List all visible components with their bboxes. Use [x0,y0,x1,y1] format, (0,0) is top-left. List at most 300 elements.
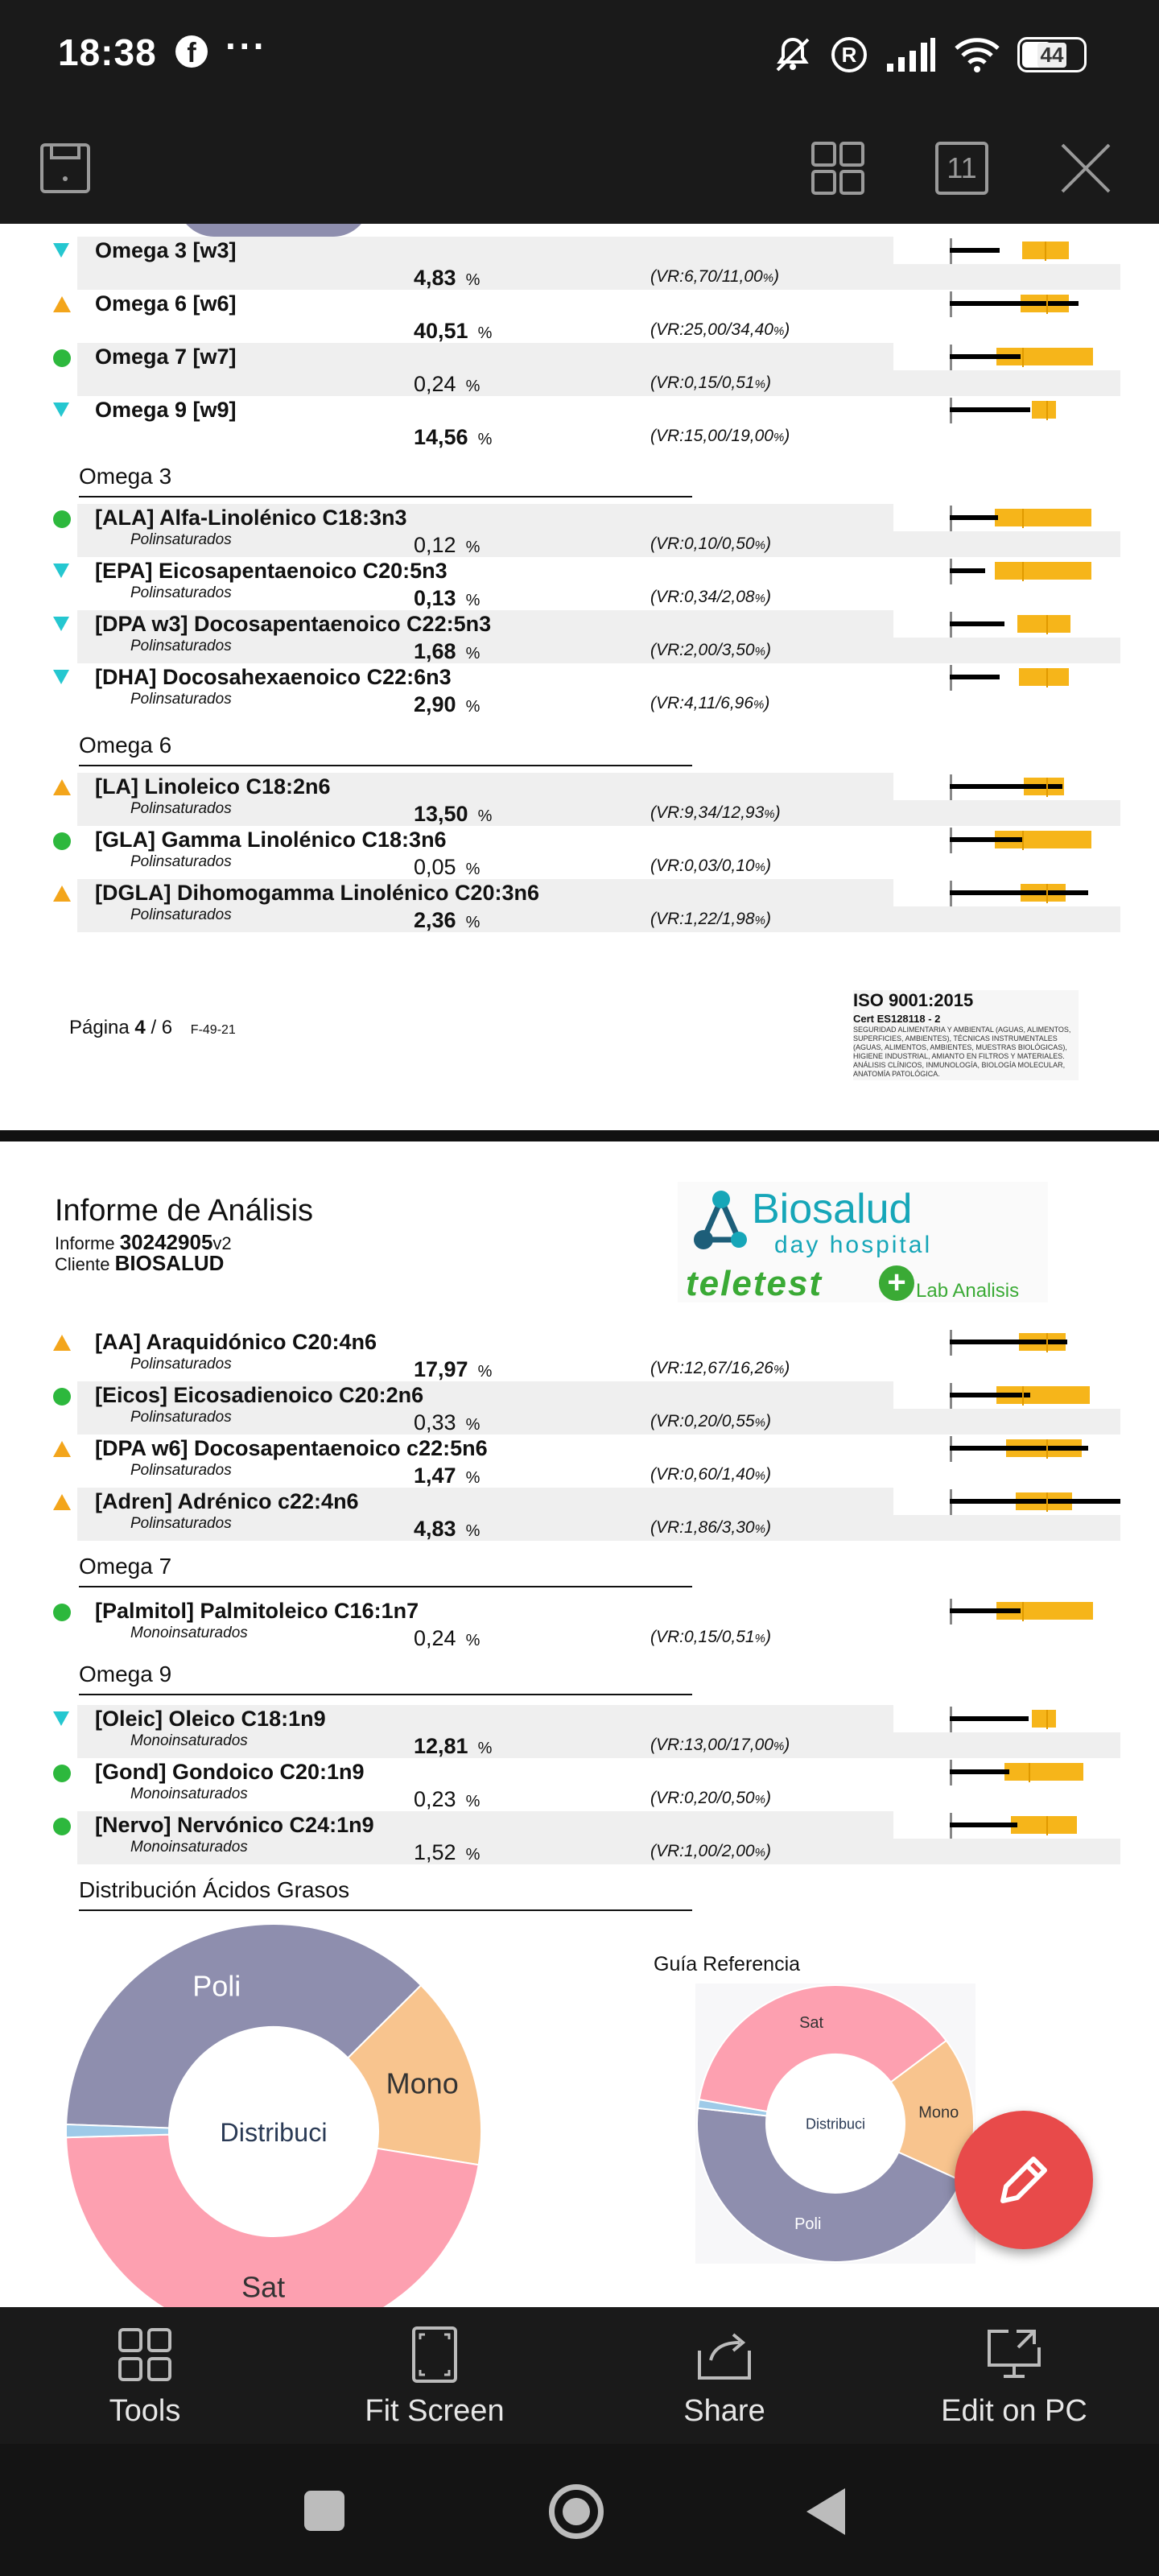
reference-range: (VR:15,00/19,00%) [650,427,790,445]
status-icons [773,31,1087,79]
facebook-icon: f [175,35,208,68]
value-tick [1046,884,1048,903]
value-unit: % [465,645,481,663]
reference-range: (VR:0,10/0,50%) [650,535,771,553]
page-separator [0,1130,1159,1141]
reference-range: (VR:6,70/11,00%) [650,267,780,286]
reference-range: (VR:0,20/0,55%) [650,1412,771,1430]
save-icon[interactable] [31,134,100,203]
pie-remnant [177,224,370,237]
reference-range-text: (VR:0,15/0,51 [650,1628,755,1646]
reference-range-text: (VR:25,00/34,40 [650,320,773,339]
logo-lab: Lab Analisis [916,1280,1020,1302]
report-title: Informe de Análisis [55,1194,314,1228]
value-line [950,1716,1029,1721]
edit-fab-button[interactable] [955,2111,1093,2249]
result-row [77,826,1120,879]
document-viewer[interactable] [0,224,1159,2307]
analyte-value [414,586,480,611]
reference-range: (VR:9,34/12,93%) [650,803,781,822]
analyte-category: Monoinsaturados [130,1785,248,1802]
analyte-category: Polinsaturados [130,1515,232,1532]
value-unit: % [477,807,493,825]
result-row [77,1328,1120,1381]
reference-range: (VR:4,11/6,96%) [650,694,770,712]
value-number: 0,23 [414,1787,456,1811]
logo-brand: Biosalud [752,1186,913,1232]
analyte-name: [AA] Araquidónico C20:4n6 [95,1330,377,1354]
result-row [77,290,1120,343]
status-ok-icon [53,1388,71,1406]
grid-view-icon[interactable] [803,134,872,203]
reference-range: (VR:1,86/3,30%) [650,1518,771,1537]
result-row [77,610,1120,663]
value-number: 12,81 [414,1734,468,1758]
reference-range: (VR:0,34/2,08%) [650,588,771,606]
result-row [77,1705,1120,1758]
client-line [55,1251,224,1276]
iso-scope: SEGURIDAD ALIMENTARIA Y AMBIENTAL (AGUAS, ALIMENTOS, SUPERFICIES, AMBIENTES), TÉCNICAS INSTRUMENTALES (AGUAS, ALIMENTOS, AMBIENTES, MUESTRAS BIOLÓGICAS), HIGIENE INDUSTRIAL, AMIANTO EN FILTROS Y MATERIALES. ANÁLISIS CLÍNICOS, INMUNOLOGÍA, BIOLOGÍA MOLECULAR, ANATOMÍA PATOLÓGICA. [853,1026,1071,1078]
reference-range: (VR:1,22/1,98%) [650,910,771,928]
row-shade [77,906,1120,932]
range-bar [950,394,1120,427]
section-divider [79,765,692,766]
slice-label-poli: Poli [794,2215,822,2234]
slice-label-sat: Sat [799,2014,824,2033]
status-ok-icon [53,1765,71,1782]
value-unit: % [465,861,481,878]
value-unit: % [465,1793,481,1810]
analyte-value [414,266,480,291]
report-version: v2 [212,1233,232,1253]
iso-title: ISO 9001:2015 [853,990,974,1010]
value-tick [1046,668,1048,687]
reference-range-text: (VR:0,60/1,40 [650,1465,755,1484]
row-shade [77,800,1120,826]
value-tick [1022,562,1024,581]
analyte-value [414,319,492,344]
analyte-name: [Eicos] Eicosadienoico C20:2n6 [95,1383,424,1407]
value-number: 0,24 [414,372,456,396]
reference-band [1011,1816,1077,1834]
reference-range: (VR:0,15/0,51%) [650,1628,771,1646]
mute-bell-icon [773,35,813,75]
reference-range: (VR:13,00/17,00%) [650,1736,790,1754]
result-row [77,1488,1120,1541]
range-bar [950,1433,1120,1465]
analyte-name: [Adren] Adrénico c22:4n6 [95,1489,359,1513]
section-divider [79,1909,692,1911]
value-line [950,1499,1120,1504]
low-value-icon [53,243,69,258]
low-value-icon [53,564,69,578]
analyte-value [414,1517,480,1542]
value-unit: % [465,1469,481,1487]
value-number: 2,36 [414,908,456,932]
analyte-value [414,1626,480,1651]
analyte-name: [Palmitol] Palmitoleico C16:1n7 [95,1599,419,1623]
reference-range-text: (VR:0,03/0,10 [650,857,755,875]
range-bar [950,662,1120,694]
reference-range-text: (VR:4,11/6,96 [650,694,754,712]
range-bar [950,1327,1120,1359]
value-unit: % [477,324,493,342]
value-line [950,784,1062,789]
value-tick [1029,1763,1030,1782]
low-value-icon [53,670,69,684]
reference-band [995,562,1091,580]
reference-range-text: (VR:0,10/0,50 [650,535,755,553]
page-count: 11 [947,151,977,184]
analyte-value [414,639,480,664]
result-row [77,1381,1120,1435]
warning-icon [53,296,71,312]
molecule-icon [689,1188,753,1261]
value-unit: % [465,378,481,395]
value-line [950,515,998,520]
result-row [77,663,1120,716]
reference-range: (VR:0,15/0,51%) [650,374,771,392]
range-bar [950,771,1120,803]
analyte-name: Omega 3 [w3] [95,238,237,262]
analyte-category: Polinsaturados [130,1462,232,1479]
status-ok-icon [53,510,71,528]
bottom-action-bar [0,2307,1159,2444]
value-tick [1045,242,1046,261]
section-divider [79,1694,692,1695]
monitor-icon [984,2326,1044,2383]
value-tick [1022,348,1024,367]
fit-screen-icon [410,2325,459,2384]
report-label: Informe [55,1233,115,1253]
range-bar [950,1380,1120,1412]
low-value-icon [53,402,69,417]
analyte-value [414,1463,480,1488]
analyte-category: Polinsaturados [130,853,232,870]
value-number: 4,83 [414,1517,456,1541]
analyte-category: Monoinsaturados [130,1732,248,1749]
warning-icon [53,1335,71,1351]
result-row [77,879,1120,932]
analyte-value [414,855,480,880]
analyte-name: [Nervo] Nervónico C24:1n9 [95,1813,374,1837]
value-line [950,1340,1067,1344]
value-tick [1022,1602,1024,1621]
reference-range-text: (VR:6,70/11,00 [650,267,763,286]
status-ok-icon [53,349,71,367]
result-row [77,1435,1120,1488]
analyte-category: Polinsaturados [130,1356,232,1373]
analyte-category: Polinsaturados [130,638,232,654]
range-bar [950,1486,1120,1518]
range-bar [950,288,1120,320]
section-omega3: Omega 3 [79,464,172,489]
reference-range: (VR:0,60/1,40%) [650,1465,771,1484]
analyte-value [414,802,492,827]
analyte-category: Polinsaturados [130,691,232,708]
reference-range-text: (VR:12,67/16,26 [650,1359,773,1377]
slice-label-mono: Mono [918,2103,959,2122]
signal-icon [885,36,937,73]
range-bar [950,1596,1120,1628]
section-divider [79,1586,692,1587]
wifi-icon [953,35,1001,74]
value-number: 4,83 [414,266,456,290]
reference-band [1017,615,1070,633]
logo-subtitle: day hospital [774,1232,933,1258]
range-bar [950,502,1120,535]
analyte-name: Omega 6 [w6] [95,291,237,316]
warning-icon [53,1494,71,1510]
value-unit: % [465,1632,481,1649]
analyte-category: Polinsaturados [130,906,232,923]
analyte-value [414,692,480,717]
analyte-name: Omega 7 [w7] [95,345,237,369]
value-unit: % [465,1416,481,1434]
reference-range-text: (VR:1,00/2,00 [650,1842,755,1860]
value-tick [1022,831,1024,850]
reference-range: (VR:0,03/0,10%) [650,857,771,875]
reference-range: (VR:2,00/3,50%) [650,641,771,659]
donut-center-label: Distribuci [220,2118,328,2147]
viewer-toolbar [0,111,1159,224]
result-row [77,504,1120,557]
range-bar [950,341,1120,374]
range-bar [950,824,1120,857]
value-number: 14,56 [414,425,468,449]
logo-cross: + [879,1265,914,1301]
analyte-name: [EPA] Eicosapentaenoico C20:5n3 [95,559,448,583]
value-line [950,1823,1017,1827]
analyte-value [414,1410,480,1435]
row-shade [77,638,1120,663]
analyte-name: [ALA] Alfa-Linolénico C18:3n3 [95,506,407,530]
status-bar [0,0,1159,111]
value-unit: % [477,431,493,448]
value-line [950,248,1000,253]
value-line [950,675,1000,679]
page-number: 4 [134,1017,146,1038]
reference-range: (VR:25,00/34,40%) [650,320,790,339]
value-line [950,621,1004,626]
page-count-button[interactable] [927,134,996,203]
value-number: 1,68 [414,639,456,663]
share-button[interactable] [604,2323,845,2429]
value-line [950,1446,1088,1451]
more-notifications-icon: ··· [225,25,267,67]
value-unit: % [465,1522,481,1540]
value-unit: % [465,1846,481,1864]
reference-range: (VR:0,20/0,50%) [650,1789,771,1807]
value-tick [1046,401,1048,420]
analyte-category: Monoinsaturados [130,1839,248,1856]
fit-screen-label: Fit Screen [365,2394,505,2428]
range-bar [950,555,1120,588]
battery-icon [1017,37,1087,72]
result-row [77,1597,1120,1650]
value-line [950,301,1079,306]
back-icon[interactable] [806,2488,845,2535]
analyte-name: [DHA] Docosahexaenoico C22:6n3 [95,665,452,689]
value-number: 40,51 [414,319,468,343]
status-ok-icon [53,1818,71,1835]
value-tick [1046,1816,1048,1835]
share-label: Share [683,2394,765,2428]
result-row [77,1758,1120,1811]
fit-screen-button[interactable] [314,2323,555,2429]
client-label: Cliente [55,1254,110,1274]
value-line [950,354,1021,359]
slice-label-poli: Poli [192,1969,241,2003]
registered-icon [829,35,869,75]
section-divider [79,496,692,497]
status-ok-icon [53,832,71,850]
analyte-category: Polinsaturados [130,584,232,601]
value-tick [1046,295,1048,314]
section-omega9: Omega 9 [79,1662,172,1686]
analyte-value [414,1840,480,1865]
chart-section-title: Distribución Ácidos Grasos [79,1877,350,1902]
range-bar [950,1810,1120,1842]
tools-icon [117,2326,173,2383]
analyte-category: Polinsaturados [130,800,232,817]
lab-logo [678,1182,1048,1302]
value-tick [1046,778,1048,797]
value-unit: % [465,698,481,716]
reference-band [1004,1763,1083,1781]
system-nav-bar [0,2444,1159,2576]
reference-range-text: (VR:0,20/0,50 [650,1789,755,1807]
reference-band [1032,401,1056,419]
reference-guide-title: Guía Referencia [654,1953,801,1975]
reference-range-text: (VR:0,15/0,51 [650,374,755,392]
battery-level: 44 [1037,43,1067,68]
close-icon[interactable] [1051,134,1120,203]
value-tick [1046,1492,1048,1512]
value-line [950,890,1088,895]
reference-range-text: (VR:15,00/19,00 [650,427,773,445]
analyte-name: [DGLA] Dihomogamma Linolénico C20:3n6 [95,881,540,905]
warning-icon [53,1441,71,1457]
analyte-value [414,1787,480,1812]
page-footer [69,1017,236,1039]
reference-range-text: (VR:1,86/3,30 [650,1518,755,1537]
range-bar [950,235,1120,267]
value-number: 17,97 [414,1357,468,1381]
analyte-name: [LA] Linoleico C18:2n6 [95,774,331,799]
value-tick [1022,1386,1024,1406]
analyte-name: [GLA] Gamma Linolénico C18:3n6 [95,828,447,852]
iso-cert: Cert ES128118 - 2 [853,1013,941,1025]
iso-certification [853,990,1079,1080]
slice-label-mono: Mono [386,2066,459,2100]
form-code: F-49-21 [190,1023,236,1037]
recents-icon[interactable] [304,2491,344,2531]
value-unit: % [465,914,481,931]
value-tick [1046,1333,1048,1352]
value-unit: % [477,1363,493,1381]
value-tick [1022,509,1024,528]
result-row [77,343,1120,396]
reference-band [995,509,1091,526]
value-unit: % [465,592,481,609]
analyte-name: Omega 9 [w9] [95,398,237,422]
value-line [950,407,1030,412]
value-number: 2,90 [414,692,456,716]
pencil-icon [992,2148,1056,2212]
low-value-icon [53,1711,69,1726]
analyte-value [414,372,480,397]
value-line [950,837,1024,842]
row-shade [77,264,1120,290]
section-omega7: Omega 7 [79,1554,172,1579]
range-bar [950,1757,1120,1789]
low-value-icon [53,617,69,631]
analyte-category: Monoinsaturados [130,1624,248,1641]
value-tick [1046,615,1048,634]
edit-on-pc-button[interactable] [893,2323,1135,2429]
row-shade [77,1515,1120,1541]
analyte-name: [DPA w6] Docosapentaenoico c22:5n6 [95,1436,488,1460]
value-line [950,1769,1009,1774]
report-number: 30242905 [119,1230,213,1254]
reference-range: (VR:12,67/16,26%) [650,1359,790,1377]
reference-donut-chart [695,1984,975,2264]
value-tick [1046,1710,1048,1729]
row-shade [77,531,1120,557]
value-tick [1046,1439,1048,1459]
status-ok-icon [53,1604,71,1621]
value-number: 0,33 [414,1410,456,1435]
edit-on-pc-label: Edit on PC [941,2394,1087,2428]
range-bar [950,609,1120,641]
reference-range-text: (VR:1,22/1,98 [650,910,755,928]
analyte-value [414,425,492,450]
result-row [77,557,1120,610]
value-number: 0,05 [414,855,456,879]
reference-range-text: (VR:0,34/2,08 [650,588,755,606]
row-shade [77,370,1120,396]
page-label: Página [69,1017,130,1038]
row-shade [77,1409,1120,1435]
value-number: 0,24 [414,1626,456,1650]
value-unit: % [477,1740,493,1757]
logo-teletest: teletest [686,1264,823,1303]
value-number: 13,50 [414,802,468,826]
value-number: 1,52 [414,1840,456,1864]
slice-label-sat: Sat [241,2270,286,2304]
tools-button[interactable] [24,2323,266,2429]
value-line [950,568,985,573]
warning-icon [53,886,71,902]
page-total: / 6 [151,1017,173,1038]
analyte-value [414,1734,492,1759]
value-line [950,1608,1021,1613]
result-row [77,1811,1120,1864]
reference-range: (VR:1,00/2,00%) [650,1842,771,1860]
analyte-category: Polinsaturados [130,1409,232,1426]
range-bar [950,877,1120,910]
home-icon[interactable] [549,2484,604,2539]
svg-text:R: R [841,43,857,67]
reference-range-text: (VR:0,20/0,55 [650,1412,755,1430]
value-unit: % [465,271,481,289]
warning-icon [53,779,71,795]
reference-range-text: (VR:9,34/12,93 [650,803,765,822]
analyte-value [414,533,480,558]
value-line [950,1393,1030,1397]
reference-band [1032,1710,1056,1728]
